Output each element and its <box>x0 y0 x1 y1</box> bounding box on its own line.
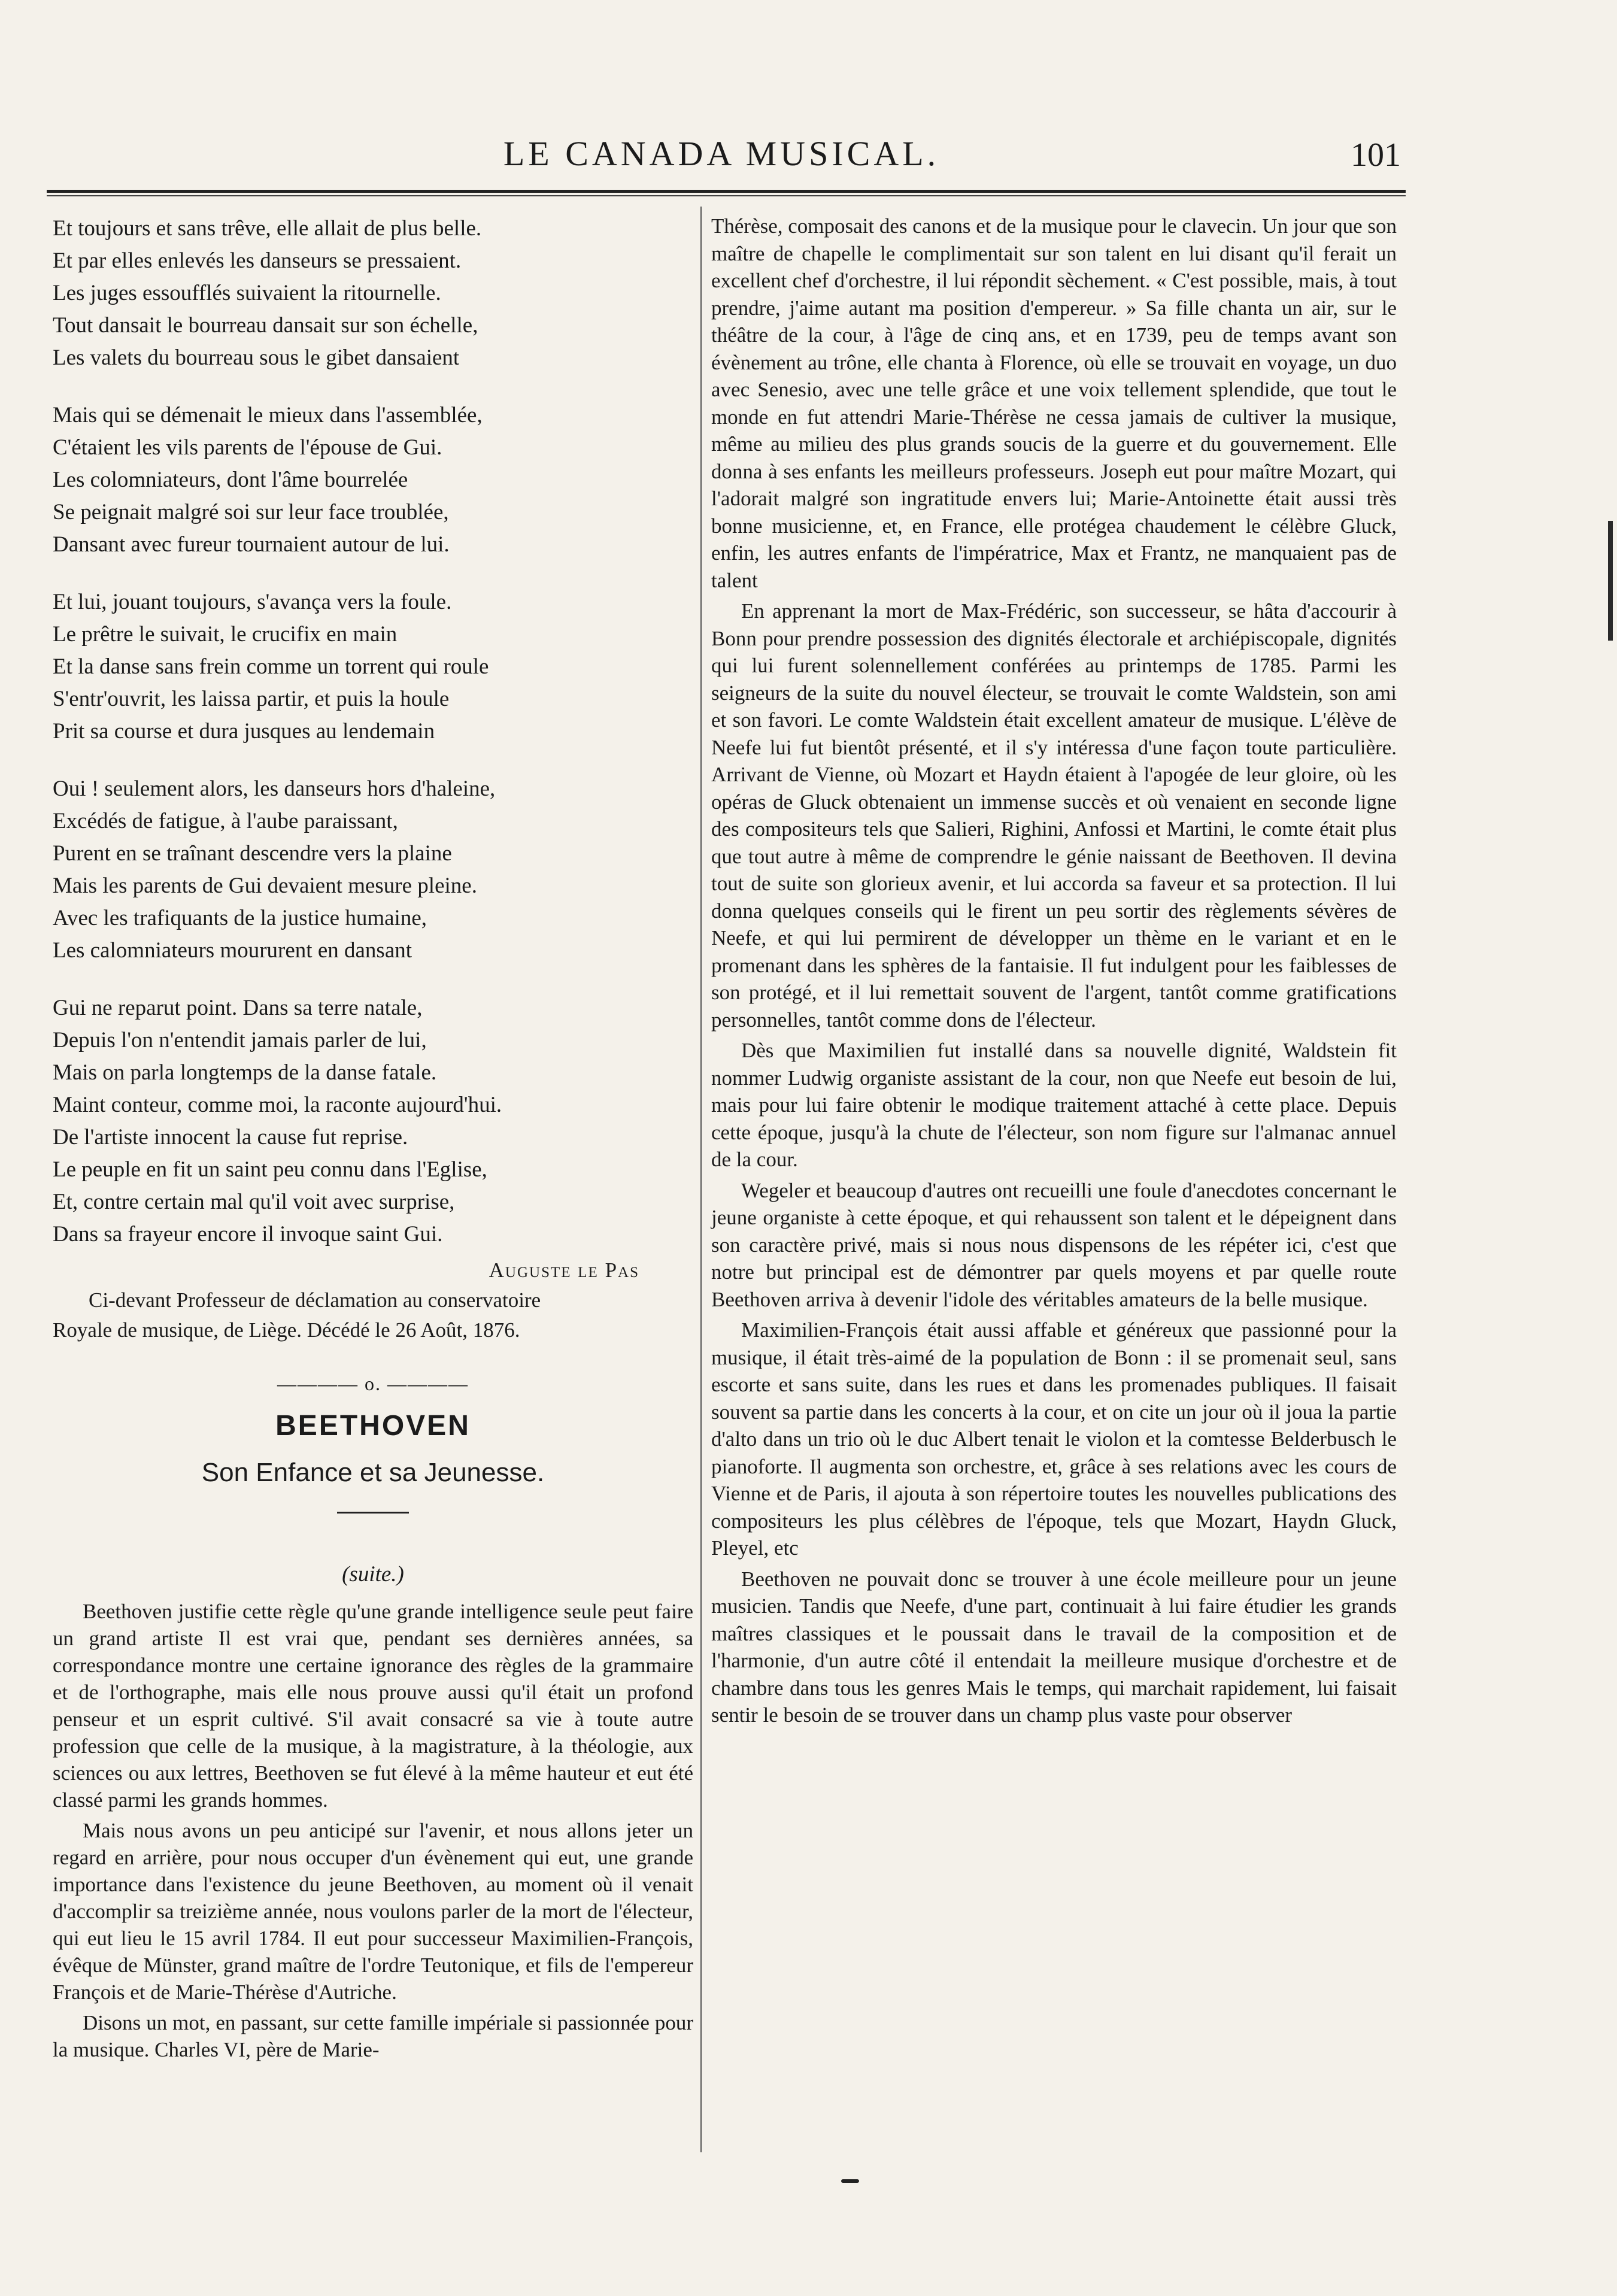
continued-label: (suite.) <box>342 1562 404 1587</box>
poem-line: S'entr'ouvrit, les laissa partir, et puis la houle <box>53 687 450 711</box>
poem-line: De l'artiste innocent la cause fut reprise. <box>53 1125 408 1149</box>
poem-line: Et lui, jouant toujours, s'avança vers la foule. <box>53 590 452 614</box>
article-paragraph: Dès que Maximilien fut installé dans sa nouvelle dignité, Waldstein fit nommer Ludwig organiste assistant de la cour, non que Neefe eut besoin de lui, mais pour lui faire obtenir le modique traitement attaché à cette place. Depuis cette époque, jusqu'à la chute de l'électeur, son nom figure sur l'almanac annuel de la cour. <box>711 1039 1397 1171</box>
poem-line: Gui ne reparut point. Dans sa terre natale, <box>53 996 423 1020</box>
publication-title: LE CANADA MUSICAL. <box>503 134 940 173</box>
poem-line: Les valets du bourreau sous le gibet dansaient <box>53 345 460 370</box>
article-paragraph: Beethoven justifie cette règle qu'une grande intelligence seule peut faire un grand artiste Il est vrai que, pendant ses dernières années, sa correspondance montre une certaine ignorance des règles de la grammaire et de l'orthographe, mais elle nous prouve aussi qu'il était un profond penseur et un esprit cultivé. S'il avait consacré sa vie à toute autre profession que celle de la musique, à la magistrature, à la théologie, aux sciences ou aux lettres, Beethoven se fut élevé à la même hauteur et eut été classé parmi les grands hommes. <box>53 1600 693 1812</box>
poem-stanza <box>53 773 693 967</box>
author-title: Ci-devant Professeur de déclamation au conservatoire <box>89 1288 541 1312</box>
column-divider <box>700 207 702 2152</box>
author-title: Royale de musique, de Liège. Décédé le 26 Août, 1876. <box>53 1318 520 1342</box>
poem-line: Prit sa course et dura jusques au lendemain <box>53 719 435 744</box>
poem <box>53 213 693 1345</box>
title-rule <box>337 1512 409 1514</box>
article-title: BEETHOVEN <box>275 1410 471 1442</box>
poem-line: Oui ! seulement alors, les danseurs hors d'haleine, <box>53 777 496 801</box>
page-header <box>42 123 1401 189</box>
poem-author: Auguste le Pas <box>489 1258 639 1282</box>
poem-line: Mais on parla longtemps de la danse fatale. <box>53 1060 437 1085</box>
poem-line: Purent en se traînant descendre vers la plaine <box>53 841 452 866</box>
poem-line: Depuis l'on n'entendit jamais parler de lui, <box>53 1028 427 1053</box>
footer-mark <box>841 2179 859 2183</box>
poem-stanza <box>53 586 693 748</box>
poem-stanza <box>53 399 693 561</box>
article-paragraph: Thérèse, composait des canons et de la musique pour le clavecin. Un jour que son maître de chapelle le complimentait sur son talent en lui disant qu'il ferait un excellent chef d'orchestre, il lui répondit sèchement. « C'est possible, mais, à tout prendre, j'aime autant ma position d'empereur. » Sa fille chanta un air, sur le théâtre de la cour, à l'âge de cinq ans, et en 1739, peu de temps avant son évènement au trône, elle chanta à Florence, où elle se trouvait en voyage, un duo avec Senesio, avec une telle grâce et une voix tellement splendide, que tout le monde en fut attendri Marie-Thérèse ne cessa jamais de cultiver la musique, même au milieu des plus grands soucis de la guerre et du gouvernement. Elle donna à ses enfants les meilleurs professeurs. Joseph eut pour maître Mozart, qui l'adorait malgré son ingratitude envers lui; Marie-Antoinette était aussi très bonne musicienne, et, en France, elle protégea chaudement le célèbre Gluck, enfin, les autres enfants de l'impératrice, Max et Frantz, ne manquaient pas de talent <box>711 214 1397 592</box>
poem-line: Et toujours et sans trêve, elle allait de plus belle. <box>53 216 482 241</box>
poem-stanza <box>53 992 693 1251</box>
poem-line: Dansant avec fureur tournaient autour de lui. <box>53 532 450 557</box>
poem-line: Dans sa frayeur encore il invoque saint Gui. <box>53 1222 443 1246</box>
article-paragraph: Wegeler et beaucoup d'autres ont recueilli une foule d'anecdotes concernant le jeune organiste à cette époque, et qui rehaussent son talent et le dépeignent dans son caractère privé, mais si nous nous dispensons de les répéter ici, c'est que notre but principal est de démontrer par quels moyens et par quelle route Beethoven arriva à devenir l'idole des véritables amateurs de la belle musique. <box>711 1178 1397 1311</box>
header-rule <box>47 190 1406 193</box>
scan-edge-mark <box>1608 521 1613 641</box>
poem-line: Et par elles enlevés les danseurs se pressaient. <box>53 248 462 273</box>
poem-line: Se peignait malgré soi sur leur face troublée, <box>53 500 449 524</box>
poem-line: Excédés de fatigue, à l'aube paraissant, <box>53 809 398 833</box>
poem-line: Mais les parents de Gui devaient mesure pleine. <box>53 873 477 898</box>
poem-line: C'étaient les vils parents de l'épouse de Gui. <box>53 435 442 460</box>
article-paragraph: Maximilien-François était aussi affable et généreux que passionné pour la musique, il était très-aimé de la population de Bonn : il se promenait seul, sans escorte et sans suite, dans les rues et dans les promenades publiques. Il faisait souvent sa partie dans les concerts à la cour, et on cite un jour où il joua la partie d'alto dans un trio où le duc Albert tenait le violon et la comtesse Belderbusch le pianoforte. Il augmenta son orchestre, et, grâce à ses relations avec les cours de Vienne et de Paris, il ajouta à son répertoire toutes les nouvelles publications des compositeurs les plus célèbres de l'époque, tels que Mozart, Haydn Gluck, Pleyel, etc <box>711 1318 1397 1560</box>
article-paragraph: En apprenant la mort de Max-Frédéric, son successeur, se hâta d'accourir à Bonn pour prendre possession des dignités électorale et archiépiscopale, dignités qui lui furent solennellement conférées au printemps de 1785. Parmi les seigneurs de la suite du nouvel électeur, se trouvait le comte Waldstein, son ami et son favori. Le comte Waldstein était excellent amateur de musique. L'élève de Neefe lui fut bientôt présenté, et il s'y intéressa d'une façon toute particulière. Arrivant de Vienne, où Mozart et Haydn étaient à l'apogée de leur gloire, où les opéras de Gluck obtenaient un immense succès et où venaient en seconde ligne des compositeurs tels que Salieri, Righini, Anfossi et Martini, le comte était plus que tout autre à même de comprendre le génie naissant de Beethoven. Il devina tout de suite son glorieux avenir, et lui accorda sa faveur et sa protection. Il lui donna quelques conseils qui le firent un peu sortir des règlements sévères de Neefe, et qui lui permirent de développer un thème en le variant et en le promenant dans les sphères de la fantaisie. Il fut indulgent pour les faiblesses de son protégé, et il lui remettait souvent de l'argent, tantôt comme gratifications personnelles, tantôt comme dons de l'électeur. <box>711 599 1397 1032</box>
article-paragraph: Disons un mot, en passant, sur cette famille impériale si passionnée pour la musique. Charles VI, père de Marie- <box>53 2011 693 2061</box>
poem-line: Et, contre certain mal qu'il voit avec surprise, <box>53 1190 455 1214</box>
article-paragraph: Beethoven ne pouvait donc se trouver à une école meilleure pour un jeune musicien. Tandis que Neefe, d'une part, continuait à lui faire étudier les grands maîtres classiques et le poussait dans le travail de la composition et de l'harmonie, d'un autre côté il entendait la meilleure musique d'orchestre et de chambre dans tous les genres Mais le temps, qui marchait rapidement, lui faisait sentir le besoin de se trouver dans un champ plus vaste pour observer <box>711 1567 1397 1727</box>
article-subtitle: Son Enfance et sa Jeunesse. <box>201 1458 545 1487</box>
section-separator: ———— o. ———— <box>277 1373 469 1394</box>
poem-stanza <box>53 213 693 374</box>
poem-line: Le prêtre le suivait, le crucifix en main <box>53 622 398 647</box>
poem-line: Mais qui se démenait le mieux dans l'assemblée, <box>53 403 483 427</box>
header-rule-thin <box>47 195 1406 196</box>
poem-line: Tout dansait le bourreau dansait sur son échelle, <box>53 313 478 338</box>
page-number: 101 <box>1351 137 1401 174</box>
poem-line: Les colomniateurs, dont l'âme bourrelée <box>53 468 408 492</box>
poem-line: Les juges essoufflés suivaient la ritournelle. <box>53 281 441 305</box>
article-paragraph: Mais nous avons un peu anticipé sur l'avenir, et nous allons jeter un regard en arrière, pour nous occuper d'un évènement qui eut, une grande importance dans l'existence du jeune Beethoven, au moment où il venait d'accomplir sa treizième année, nous voulons parler de la mort de l'électeur, qui eut lieu le 15 avril 1784. Il eut pour successeur Maximilien-François, évêque de Münster, grand maître de l'ordre Teutonique, et fils de l'empereur François et de Marie-Thérèse d'Autriche. <box>53 1819 693 2004</box>
poem-line: Maint conteur, comme moi, la raconte aujourd'hui. <box>53 1093 502 1117</box>
left-column <box>53 213 693 2067</box>
poem-line: Et la danse sans frein comme un torrent qui roule <box>53 654 489 679</box>
poem-line: Les calomniateurs moururent en dansant <box>53 938 412 963</box>
poem-line: Avec les trafiquants de la justice humaine, <box>53 906 427 930</box>
poem-line: Le peuple en fit un saint peu connu dans l'Eglise, <box>53 1157 487 1182</box>
right-column <box>711 213 1397 1733</box>
